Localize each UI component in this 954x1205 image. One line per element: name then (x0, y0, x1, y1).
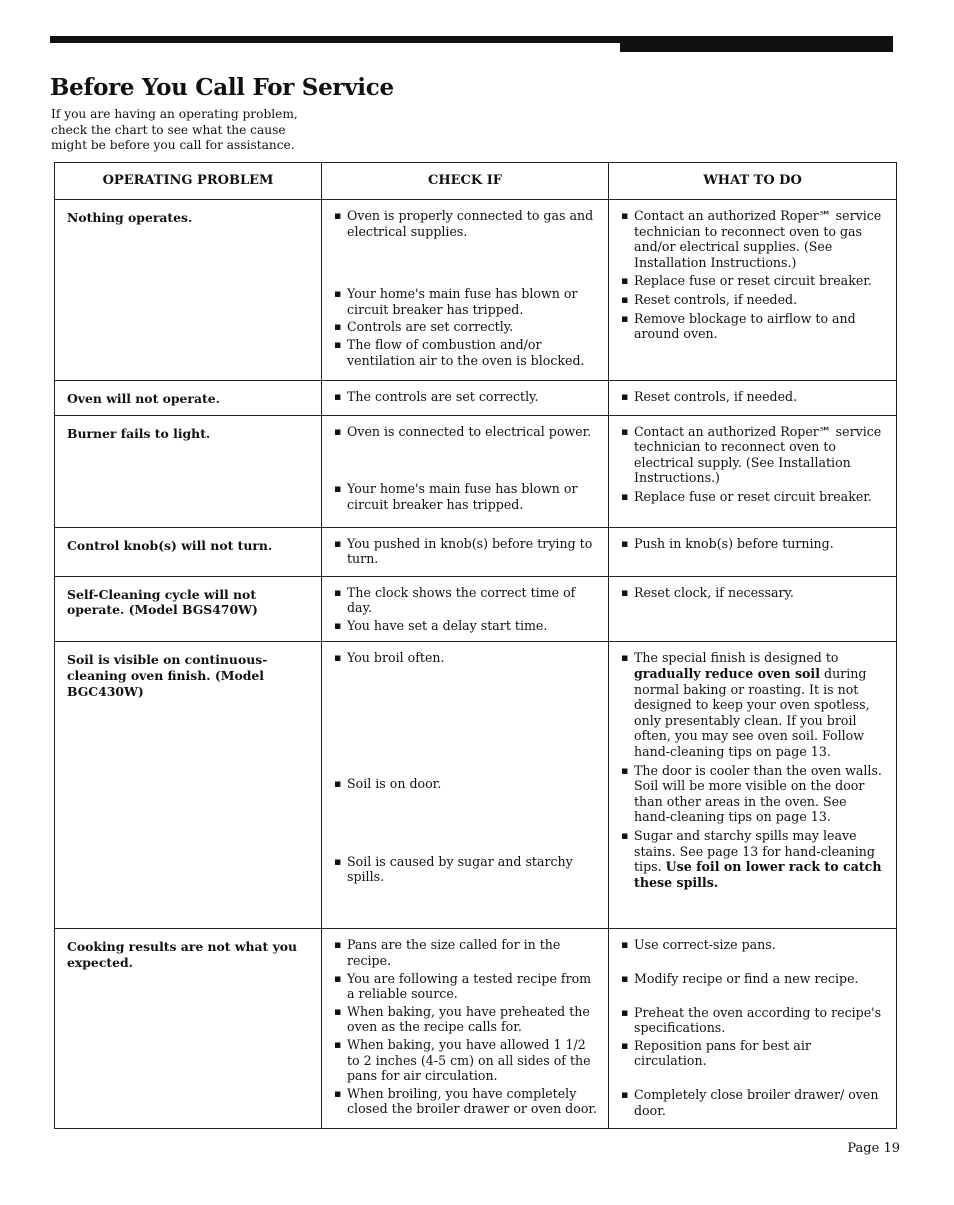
check-item: ▪ You have set a delay start time. (334, 618, 598, 634)
intro-line: check the chart to see what the cause (51, 122, 286, 137)
action-item (621, 650, 886, 759)
check-item: ▪ Your home's main fuse has blown or circuit breaker has tripped. (334, 481, 598, 512)
action-text: The door is cooler than the oven walls. Soil will be more visible on the door than other areas in the oven. See hand-cleaning tips on page 13. (634, 762, 882, 825)
action-item: ▪ Completely close broiler drawer/ oven door. (621, 1087, 886, 1118)
action-cell (609, 929, 897, 1129)
problem-cell: Nothing operates. (55, 200, 322, 381)
action-item: ▪ Preheat the oven according to recipe's specifications. (621, 1005, 886, 1036)
action-item (621, 828, 886, 890)
check-item: ▪ Oven is connected to electrical power. (334, 424, 598, 440)
table-row (55, 576, 897, 642)
action-item: ▪ Reset controls, if needed. (621, 389, 886, 405)
action-item: ▪ Contact an authorized Roper℠ service technician to reconnect oven to gas and/or electrical supplies. (See Installation Instructions.) (621, 208, 886, 270)
action-item (621, 763, 886, 825)
table-row (55, 642, 897, 929)
check-item: ▪ Your home's main fuse has blown or circuit breaker has tripped. (334, 286, 598, 317)
check-item: ▪ The flow of combustion and/or ventilation air to the oven is blocked. (334, 337, 598, 368)
problem-cell: Oven will not operate. (55, 381, 322, 416)
check-item: ▪ You are following a tested recipe from a reliable source. (334, 971, 598, 1002)
intro-line: If you are having an operating problem, (51, 107, 298, 121)
action-cell (609, 200, 897, 381)
check-item: ▪ When baking, you have preheated the oven as the recipe calls for. (334, 1004, 598, 1035)
check-item: ▪ Soil is on door. (334, 776, 598, 792)
problem-cell: Burner fails to light. (55, 415, 322, 527)
table-row (55, 415, 897, 527)
header-operating-problem: OPERATING PROBLEM (55, 163, 322, 200)
header-what-to-do: WHAT TO DO (609, 163, 897, 200)
intro-line: might be before you call for assistance. (51, 138, 295, 152)
table-row (55, 929, 897, 1129)
check-item: ▪ You pushed in knob(s) before trying to turn. (334, 536, 598, 567)
problem-cell: Cooking results are not what you expected. (55, 929, 322, 1129)
check-cell (322, 415, 609, 527)
check-cell (322, 929, 609, 1129)
action-emphasis: Use foil on lower rack to catch these spills. (634, 859, 882, 890)
action-cell (609, 642, 897, 929)
check-cell (322, 527, 609, 576)
action-item: ▪ Modify recipe or find a new recipe. (621, 971, 886, 987)
action-text: The special finish is designed to (634, 650, 839, 666)
page-title: Before You Call For Service (50, 74, 394, 101)
check-item: ▪ Controls are set correctly. (334, 319, 598, 335)
header-check-if: CHECK IF (322, 163, 609, 200)
check-item: ▪ Pans are the size called for in the recipe. (334, 937, 598, 968)
check-item: ▪ When broiling, you have completely closed the broiler drawer or oven door. (334, 1086, 598, 1117)
problem-cell: Self-Cleaning cycle will not operate. (Model BGS470W) (55, 576, 322, 642)
table-header-row (55, 163, 897, 200)
check-cell (322, 576, 609, 642)
action-item: ▪ Push in knob(s) before turning. (621, 536, 886, 552)
action-cell (609, 415, 897, 527)
action-item: ▪ Contact an authorized Roper℠ service technician to reconnect oven to electrical supply. (See Installation Instructions.) (621, 424, 886, 486)
table-row (55, 200, 897, 381)
action-item: ▪ Replace fuse or reset circuit breaker. (621, 273, 886, 289)
action-item: ▪ Replace fuse or reset circuit breaker. (621, 489, 886, 505)
check-item: ▪ You broil often. (334, 650, 598, 666)
intro-text (51, 107, 331, 154)
check-item: ▪ When baking, you have allowed 1 1/2 to 2 inches (4-5 cm) on all sides of the pans for air circulation. (334, 1037, 598, 1084)
check-item: ▪ Soil is caused by sugar and starchy spills. (334, 854, 598, 885)
action-item: ▪ Remove blockage to airflow to and around oven. (621, 311, 886, 342)
action-item: ▪ Reposition pans for best air circulation. (621, 1038, 886, 1069)
action-item: ▪ Reset controls, if needed. (621, 292, 886, 308)
action-cell (609, 576, 897, 642)
check-item: ▪ Oven is properly connected to gas and electrical supplies. (334, 208, 598, 239)
troubleshooting-table (54, 162, 897, 1129)
action-item: ▪ Reset clock, if necessary. (621, 585, 886, 601)
check-item: ▪ The controls are set correctly. (334, 389, 598, 405)
problem-cell: Control knob(s) will not turn. (55, 527, 322, 576)
action-item: ▪ Use correct-size pans. (621, 937, 886, 953)
action-text: during normal baking or roasting. It is not designed to keep your oven spotless, only presentably clean. If you broil often, you may see oven soil. Follow hand-cleaning tips on page 13. (634, 665, 870, 759)
page-number: Page 19 (847, 1141, 900, 1156)
table-row (55, 381, 897, 416)
action-cell (609, 527, 897, 576)
check-cell (322, 200, 609, 381)
table-row (55, 527, 897, 576)
check-cell (322, 381, 609, 416)
action-emphasis: gradually reduce oven soil (634, 665, 820, 681)
header-tab (620, 36, 893, 52)
problem-cell: Soil is visible on continuous-cleaning oven finish. (Model BGC430W) (55, 642, 322, 929)
action-cell (609, 381, 897, 416)
action-text: Sugar and starchy spills may leave stains. See page 13 for hand-cleaning tips. (634, 827, 875, 875)
check-cell (322, 642, 609, 929)
check-item: ▪ The clock shows the correct time of day. (334, 585, 598, 616)
